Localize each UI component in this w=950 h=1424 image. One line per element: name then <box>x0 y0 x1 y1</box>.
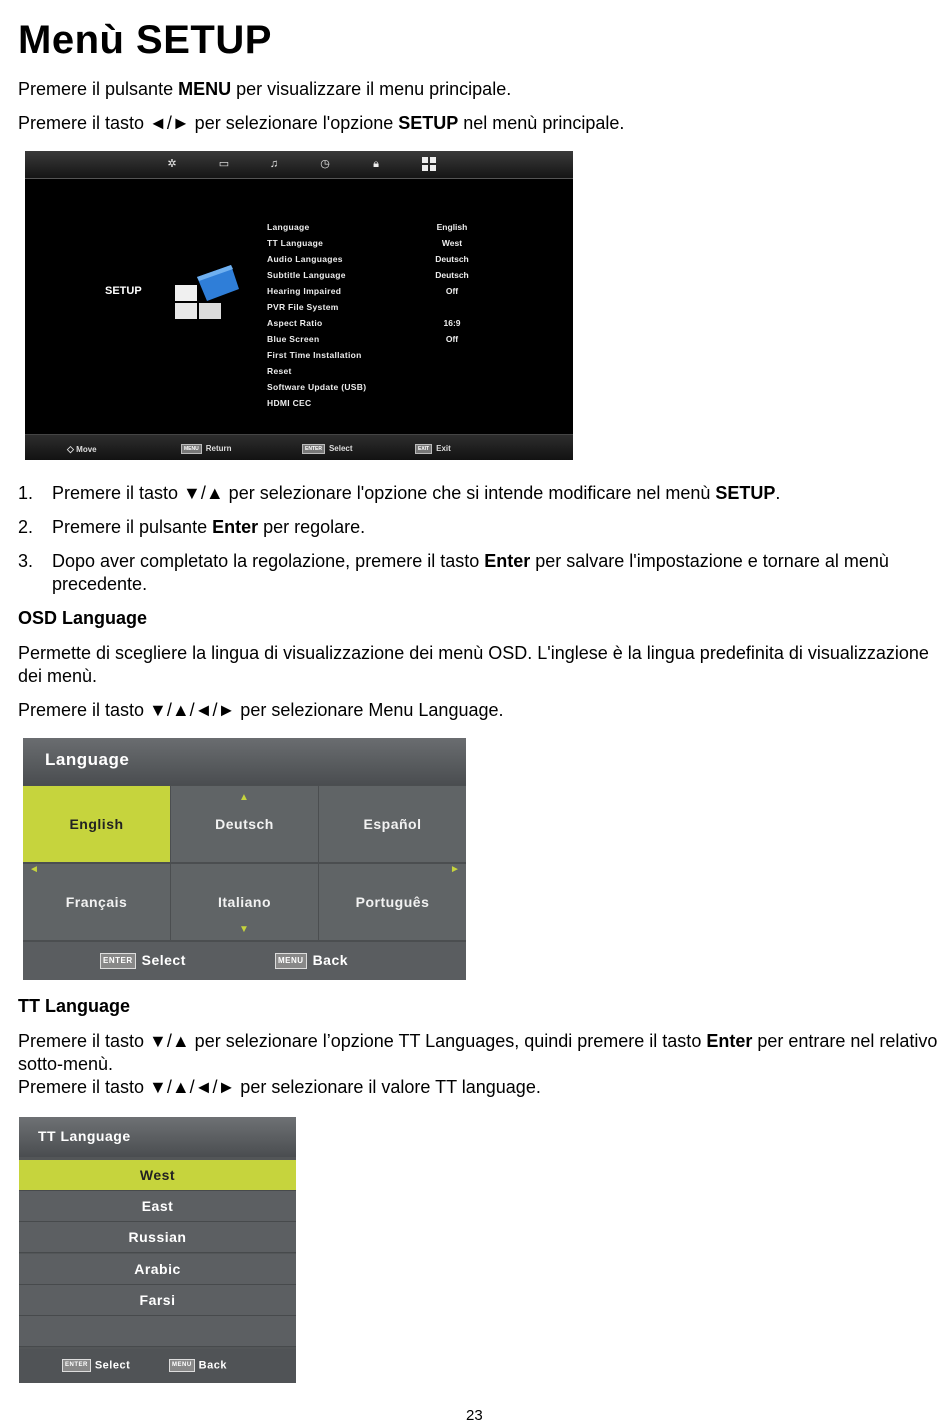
setup-item-name[interactable]: PVR File System <box>267 302 339 312</box>
osd-heading: OSD Language <box>18 608 148 628</box>
hint-return: MENU Return <box>181 444 232 454</box>
tt-heading: TT Language <box>18 996 130 1016</box>
setup-item-name[interactable]: Hearing Impaired <box>267 286 342 296</box>
setup-menu-screenshot <box>25 151 573 460</box>
setup-item-value: Deutsch <box>435 254 469 264</box>
lang-option-english[interactable]: English <box>23 786 170 862</box>
intro-line-2: Premere il tasto ◄/► per selezionare l'opzione SETUP nel menù principale. <box>18 113 625 133</box>
lang-option-portugues[interactable]: Português <box>319 864 466 940</box>
osd-paragraph-2: Premere il tasto ▼/▲/◄/► per selezionare Menu Language. <box>18 700 504 720</box>
grid-icon <box>422 157 436 171</box>
footer-select: ENTER Select <box>100 952 186 969</box>
menu-top-bar <box>25 151 573 179</box>
tt-empty-row <box>19 1316 296 1347</box>
tt-footer-back: MENU Back <box>169 1359 227 1372</box>
tt-footer-select: ENTER Select <box>62 1359 130 1372</box>
setup-item-name[interactable]: TT Language <box>267 238 324 248</box>
arrow-up-icon: ▲ <box>239 792 249 803</box>
setup-item-value: Off <box>445 334 459 344</box>
setup-logo-icon <box>173 259 243 324</box>
lang-option-italiano[interactable]: Italiano <box>171 864 318 940</box>
lock-icon: 🔒︎ <box>373 158 379 170</box>
setup-item-value: Deutsch <box>435 270 469 280</box>
setup-item-name[interactable]: Software Update (USB) <box>267 382 367 392</box>
setup-label: SETUP <box>105 285 142 297</box>
page-number: 23 <box>466 1407 483 1424</box>
hint-select: ENTER Select <box>302 444 353 454</box>
tt-option-russian[interactable]: Russian <box>19 1222 296 1253</box>
setup-item-name[interactable]: Blue Screen <box>267 334 320 344</box>
music-icon: ♫ <box>269 158 279 170</box>
setup-item-value: Off <box>445 286 459 296</box>
arrow-down-icon: ▼ <box>239 924 249 935</box>
arrow-right-icon: ► <box>450 864 460 875</box>
page-title: Menù SETUP <box>18 18 272 62</box>
tt-option-farsi[interactable]: Farsi <box>19 1285 296 1316</box>
tt-header: TT Language <box>19 1117 296 1157</box>
tt-paragraph-2: Premere il tasto ▼/▲/◄/► per selezionare il valore TT language. <box>18 1077 541 1097</box>
lang-option-deutsch[interactable]: Deutsch <box>171 786 318 862</box>
tt-option-west[interactable]: West <box>19 1160 296 1191</box>
tt-footer <box>19 1349 296 1383</box>
language-header: Language <box>23 738 466 785</box>
lang-option-francais[interactable]: Français <box>23 864 170 940</box>
setup-item-name[interactable]: Audio Languages <box>267 254 343 264</box>
tt-paragraph-1: Premere il tasto ▼/▲ per selezionare l’opzione TT Languages, quindi premere il tasto Enter per entrare nel relativo sotto-menù. <box>18 1031 938 1074</box>
clock-icon: ◷ <box>320 158 330 170</box>
arrow-left-icon: ◄ <box>29 864 39 875</box>
picture-icon: ▭ <box>218 158 230 170</box>
gear-icon: ✲ <box>167 158 177 170</box>
osd-paragraph-1: Permette di scegliere la lingua di visualizzazione dei menù OSD. L'inglese è la lingua predefinita di visualizzazione dei menù. <box>18 643 929 686</box>
setup-item-name[interactable]: Language <box>267 222 310 232</box>
footer-back: MENU Back <box>275 952 348 969</box>
hint-exit: EXIT Exit <box>415 444 451 454</box>
move-arrows-icon: ◇ <box>67 444 74 454</box>
tt-language-screenshot <box>19 1117 296 1383</box>
setup-item-name[interactable]: First Time Installation <box>267 350 362 360</box>
tt-option-arabic[interactable]: Arabic <box>19 1254 296 1285</box>
setup-item-value: 16:9 <box>443 318 461 328</box>
hint-move: ◇ Move <box>67 444 97 454</box>
setup-item-value: English <box>436 222 468 232</box>
lang-option-espanol[interactable]: Español <box>319 786 466 862</box>
setup-item-name[interactable]: Subtitle Language <box>267 270 346 280</box>
setup-item-name[interactable]: HDMI CEC <box>267 398 312 408</box>
intro-line-1: Premere il pulsante MENU per visualizzare il menu principale. <box>18 79 512 99</box>
setup-item-name[interactable]: Reset <box>267 366 292 376</box>
setup-item-value: West <box>441 238 463 248</box>
language-footer <box>23 942 466 980</box>
tt-option-east[interactable]: East <box>19 1191 296 1222</box>
menu-bottom-bar <box>25 434 573 460</box>
setup-item-name[interactable]: Aspect Ratio <box>267 318 323 328</box>
language-menu-screenshot <box>23 738 466 980</box>
